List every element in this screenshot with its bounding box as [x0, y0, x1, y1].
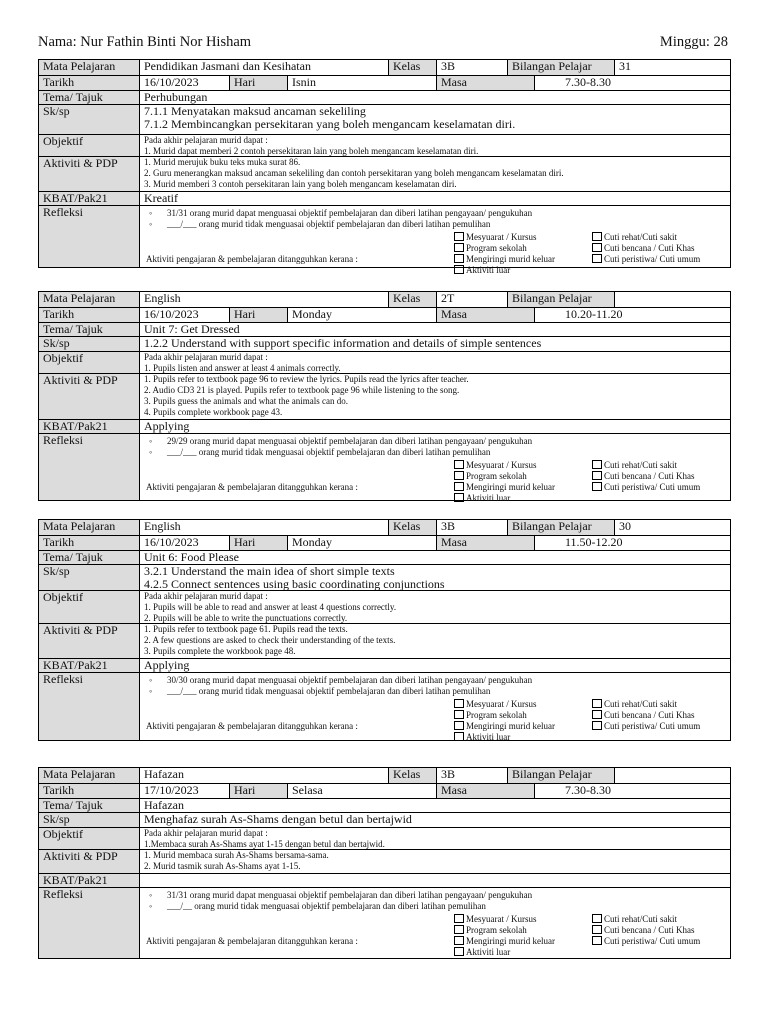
bullet-icon: ◦: [149, 675, 153, 685]
date-row: [39, 75, 730, 90]
checkbox-icon[interactable]: [454, 947, 464, 956]
student-count-label: Bilangan Pelajar: [507, 292, 614, 307]
standard-line: 7.1.1 Menyatakan maksud ancaman sekeliling: [144, 104, 366, 118]
bullet-icon: ◦: [149, 219, 153, 229]
topic-row: [39, 90, 730, 104]
reflection-label: Refleksi: [39, 673, 139, 740]
teacher-name: Nama: Nur Fathin Binti Nor Hisham: [38, 34, 252, 50]
fail-text: ___/__ orang murid tidak menguasai objektif pembelajaran dan diberi latihan pemulihan: [167, 901, 486, 911]
lesson-plan-table: [38, 519, 731, 741]
objective-line: 1. Murid dapat memberi 2 contoh persekitaran lain yang boleh mengancam keselamatan diri.: [144, 146, 479, 156]
postpone-option[interactable]: [454, 721, 555, 732]
fail-line: [146, 447, 724, 458]
postpone-option[interactable]: [592, 471, 694, 482]
date-label: Tarikh: [39, 536, 139, 550]
activity-value: [139, 157, 730, 191]
topic-row: [39, 550, 730, 564]
activity-line: 3. Pupils complete the workbook page 48.: [144, 646, 296, 656]
activity-label: Aktiviti & PDP: [39, 374, 139, 419]
option-label: Cuti peristiwa/ Cuti umum: [604, 721, 701, 731]
checkbox-icon[interactable]: [592, 460, 602, 469]
fail-text: ___/___ orang murid tidak menguasai objektif pembelajaran dan diberi latihan pemulihan: [167, 447, 491, 457]
class-value: 3B: [436, 520, 507, 535]
class-label: Kelas: [388, 768, 436, 783]
topic-label: Tema/ Tajuk: [39, 323, 139, 336]
date-label: Tarikh: [39, 784, 139, 798]
objective-row: [39, 351, 730, 373]
activity-value: [139, 624, 730, 658]
subject-label: Mata Pelajaran: [39, 768, 139, 783]
day-value: Selasa: [287, 784, 436, 798]
subject-label: Mata Pelajaran: [39, 520, 139, 535]
time-label: Masa: [436, 536, 534, 550]
checkbox-icon[interactable]: [454, 232, 464, 241]
postpone-option[interactable]: [592, 699, 677, 710]
checkbox-icon[interactable]: [592, 243, 602, 252]
option-label: Program sekolah: [466, 243, 527, 253]
option-label: Mengiringi murid keluar: [466, 254, 555, 264]
checkbox-icon[interactable]: [592, 925, 602, 934]
kbat-label: KBAT/Pak21: [39, 874, 139, 887]
checkbox-icon[interactable]: [454, 460, 464, 469]
bullet-icon: ◦: [149, 890, 153, 900]
fail-line: [146, 686, 724, 697]
pass-line: [146, 675, 724, 686]
checkbox-icon[interactable]: [454, 936, 464, 945]
postpone-option[interactable]: [454, 936, 555, 947]
topic-label: Tema/ Tajuk: [39, 799, 139, 812]
checkbox-icon[interactable]: [454, 710, 464, 719]
checkbox-icon[interactable]: [592, 471, 602, 480]
postpone-option[interactable]: [454, 254, 555, 265]
option-label: Cuti rehat/Cuti sakit: [604, 699, 677, 709]
bullet-icon: ◦: [149, 208, 153, 218]
postpone-option[interactable]: [592, 914, 677, 925]
standard-label: Sk/sp: [39, 337, 139, 351]
activity-value: [139, 850, 730, 873]
postpone-option[interactable]: [454, 699, 537, 710]
day-label: Hari: [229, 308, 287, 322]
class-value: 2T: [436, 292, 507, 307]
activity-row: [39, 849, 730, 873]
checkbox-icon[interactable]: [592, 710, 602, 719]
checkbox-icon[interactable]: [454, 914, 464, 923]
option-label: Cuti peristiwa/ Cuti umum: [604, 482, 701, 492]
week-number: Minggu: 28: [659, 34, 728, 50]
standard-row: [39, 336, 730, 351]
option-label: Cuti peristiwa/ Cuti umum: [604, 936, 701, 946]
objective-intro: Pada akhir pelajaran murid dapat :: [144, 135, 268, 145]
postpone-option[interactable]: [454, 947, 510, 958]
kbat-row: [39, 658, 730, 672]
reflection-value: [139, 673, 730, 740]
activity-line: 2. Audio CD3 21 is played. Pupils refer to textbook page 96 while listening to the song.: [144, 385, 460, 395]
subject-value: Hafazan: [139, 768, 388, 783]
postpone-option[interactable]: [592, 936, 700, 947]
option-label: Aktiviti luar: [466, 732, 511, 742]
fail-text: ___/___ orang murid tidak menguasai objektif pembelajaran dan diberi latihan pemulihan: [167, 219, 491, 229]
standard-line: 1.2.2 Understand with support specific information and details of simple sentences: [144, 336, 542, 350]
option-label: Aktiviti luar: [466, 947, 511, 957]
objective-label: Objektif: [39, 352, 139, 373]
reflection-value: [139, 434, 730, 503]
date-value: 16/10/2023: [139, 536, 229, 550]
checkbox-icon[interactable]: [454, 721, 464, 730]
objective-value: [139, 352, 730, 373]
objective-label: Objektif: [39, 828, 139, 849]
postpone-option[interactable]: [454, 232, 537, 243]
kbat-label: KBAT/Pak21: [39, 192, 139, 205]
postponed-text: Aktiviti pengajaran & pembelajaran ditangguhkan kerana :: [146, 482, 358, 492]
date-value: 16/10/2023: [139, 308, 229, 322]
activity-label: Aktiviti & PDP: [39, 157, 139, 191]
kbat-row: [39, 191, 730, 205]
option-label: Cuti bencana / Cuti Khas: [604, 243, 695, 253]
time-label: Masa: [436, 308, 534, 322]
option-label: Cuti bencana / Cuti Khas: [604, 471, 695, 481]
objective-row: [39, 590, 730, 623]
fail-line: [146, 901, 724, 912]
postpone-option[interactable]: [454, 243, 527, 254]
standard-value: [139, 565, 730, 590]
class-value: 3B: [436, 60, 507, 75]
standard-value: [139, 105, 730, 134]
page-header: [38, 34, 728, 54]
checkbox-icon[interactable]: [592, 721, 602, 730]
activity-line: 2. A few questions are asked to check their understanding of the texts.: [144, 635, 396, 645]
standard-line: 7.1.2 Membincangkan persekitaran yang boleh mengancam keselamatan diri.: [144, 117, 516, 131]
objective-line: 1. Pupils listen and answer at least 4 animals correctly.: [144, 363, 341, 373]
fail-text: ___/___ orang murid tidak menguasai objektif pembelajaran dan diberi latihan pemulihan: [167, 686, 491, 696]
topic-row: [39, 798, 730, 812]
postpone-option[interactable]: [454, 732, 510, 743]
option-label: Program sekolah: [466, 710, 527, 720]
day-label: Hari: [229, 536, 287, 550]
class-value: 3B: [436, 768, 507, 783]
checkbox-icon[interactable]: [592, 699, 602, 708]
standard-label: Sk/sp: [39, 813, 139, 827]
checkbox-icon[interactable]: [454, 925, 464, 934]
postpone-option[interactable]: [454, 925, 527, 936]
topic-value: Hafazan: [139, 799, 730, 812]
option-label: Cuti bencana / Cuti Khas: [604, 710, 695, 720]
postpone-option[interactable]: [454, 460, 537, 471]
reflection-row: [39, 433, 730, 503]
standard-value: [139, 813, 730, 827]
postpone-option[interactable]: [592, 254, 700, 265]
student-count-label: Bilangan Pelajar: [507, 520, 614, 535]
time-value: 11.50-12.20: [534, 536, 730, 550]
subject-row: [39, 768, 730, 783]
activity-line: 1. Murid merujuk buku teks muka surat 86.: [144, 157, 301, 167]
standard-line: 3.2.1 Understand the main idea of short simple texts: [144, 564, 395, 578]
objective-line: 1.Membaca surah As-Shams ayat 1-15 dengan betul dan bertajwid.: [144, 839, 385, 849]
activity-row: [39, 373, 730, 419]
checkbox-icon[interactable]: [454, 471, 464, 480]
checkbox-icon[interactable]: [454, 493, 464, 502]
reflection-row: [39, 887, 730, 958]
pass-text: 31/31 orang murid dapat menguasai objektif pembelajaran dan diberi latihan pengayaan/ pengukuhan: [167, 890, 533, 900]
lesson-plan-table: [38, 767, 731, 959]
checkbox-icon[interactable]: [592, 482, 602, 491]
subject-value: English: [139, 292, 388, 307]
topic-value: Perhubungan: [139, 91, 730, 104]
pass-text: 31/31 orang murid dapat menguasai objektif pembelajaran dan diberi latihan pengayaan/ pengukuhan: [167, 208, 533, 218]
date-value: 17/10/2023: [139, 784, 229, 798]
postpone-option[interactable]: [454, 914, 537, 925]
date-row: [39, 783, 730, 798]
objective-value: [139, 591, 730, 623]
student-count-value: 30: [614, 520, 730, 535]
lesson-plan-table: [38, 291, 731, 501]
postpone-option[interactable]: [592, 243, 694, 254]
class-label: Kelas: [388, 520, 436, 535]
option-label: Cuti rehat/Cuti sakit: [604, 460, 677, 470]
activity-row: [39, 623, 730, 658]
subject-row: [39, 60, 730, 75]
subject-row: [39, 292, 730, 307]
time-value: 7.30-8.30: [534, 76, 730, 90]
student-count-value: [614, 768, 730, 783]
topic-label: Tema/ Tajuk: [39, 91, 139, 104]
kbat-value: Applying: [139, 420, 730, 433]
day-label: Hari: [229, 784, 287, 798]
checkbox-icon[interactable]: [592, 914, 602, 923]
reflection-label: Refleksi: [39, 888, 139, 958]
checkbox-icon[interactable]: [454, 699, 464, 708]
option-label: Mesyuarat / Kursus: [466, 914, 537, 924]
checkbox-icon[interactable]: [454, 265, 464, 274]
date-label: Tarikh: [39, 76, 139, 90]
postpone-option[interactable]: [592, 460, 677, 471]
subject-value: English: [139, 520, 388, 535]
postpone-option[interactable]: [454, 482, 555, 493]
objective-intro: Pada akhir pelajaran murid dapat :: [144, 828, 268, 838]
postponed-text: Aktiviti pengajaran & pembelajaran ditangguhkan kerana :: [146, 936, 358, 946]
postpone-option[interactable]: [592, 232, 677, 243]
topic-label: Tema/ Tajuk: [39, 551, 139, 564]
kbat-label: KBAT/Pak21: [39, 659, 139, 672]
reflection-label: Refleksi: [39, 434, 139, 500]
postpone-option[interactable]: [454, 710, 527, 721]
day-label: Hari: [229, 76, 287, 90]
subject-label: Mata Pelajaran: [39, 292, 139, 307]
postpone-option[interactable]: [592, 482, 700, 493]
pass-line: [146, 890, 724, 901]
option-label: Program sekolah: [466, 471, 527, 481]
objective-value: [139, 135, 730, 156]
checkbox-icon[interactable]: [592, 936, 602, 945]
activity-line: 1. Pupils refer to textbook page 96 to review the lyrics. Pupils read the lyrics after teacher.: [144, 374, 469, 384]
fail-line: [146, 219, 724, 230]
student-count-value: [614, 292, 730, 307]
checkbox-icon[interactable]: [454, 732, 464, 741]
topic-value: Unit 6: Food Please: [139, 551, 730, 564]
activity-line: 2. Murid tasmik surah As-Shams ayat 1-15.: [144, 861, 301, 871]
activity-line: 1. Murid membaca surah As-Shams bersama-sama.: [144, 850, 329, 860]
student-count-value: 31: [614, 60, 730, 75]
postpone-option[interactable]: [592, 721, 700, 732]
reflection-value: [139, 888, 730, 958]
objective-line: 1. Pupils will be able to read and answer at least 4 questions correctly.: [144, 602, 397, 612]
day-value: Monday: [287, 308, 436, 322]
option-label: Cuti peristiwa/ Cuti umum: [604, 254, 701, 264]
objective-intro: Pada akhir pelajaran murid dapat :: [144, 591, 268, 601]
checkbox-icon[interactable]: [454, 482, 464, 491]
reflection-row: [39, 672, 730, 740]
kbat-value: Kreatif: [139, 192, 730, 205]
option-label: Aktiviti luar: [466, 265, 511, 275]
standard-row: [39, 812, 730, 827]
standard-label: Sk/sp: [39, 105, 139, 134]
kbat-value: [139, 874, 730, 887]
standard-line: 4.2.5 Connect sentences using basic coordinating conjunctions: [144, 577, 445, 591]
pass-line: [146, 436, 724, 447]
option-label: Aktiviti luar: [466, 493, 511, 503]
activity-line: 1. Pupils refer to textbook page 61. Pupils read the texts.: [144, 624, 348, 634]
postpone-option[interactable]: [592, 710, 694, 721]
topic-row: [39, 322, 730, 336]
date-value: 16/10/2023: [139, 76, 229, 90]
bullet-icon: ◦: [149, 436, 153, 446]
day-value: Isnin: [287, 76, 436, 90]
standard-row: [39, 104, 730, 134]
option-label: Mesyuarat / Kursus: [466, 232, 537, 242]
objective-value: [139, 828, 730, 849]
checkbox-icon[interactable]: [592, 232, 602, 241]
checkbox-icon[interactable]: [454, 254, 464, 263]
subject-label: Mata Pelajaran: [39, 60, 139, 75]
student-count-label: Bilangan Pelajar: [507, 60, 614, 75]
option-label: Cuti rehat/Cuti sakit: [604, 914, 677, 924]
option-label: Cuti rehat/Cuti sakit: [604, 232, 677, 242]
class-label: Kelas: [388, 292, 436, 307]
objective-line: 2. Pupils will be able to write the punctuations correctly.: [144, 613, 348, 623]
kbat-row: [39, 873, 730, 887]
reflection-value: [139, 206, 730, 275]
bullet-icon: ◦: [149, 447, 153, 457]
time-label: Masa: [436, 76, 534, 90]
option-label: Mesyuarat / Kursus: [466, 699, 537, 709]
checkbox-icon[interactable]: [592, 254, 602, 263]
activity-line: 4. Pupils complete workbook page 43.: [144, 407, 283, 417]
postpone-option[interactable]: [592, 925, 694, 936]
postponed-text: Aktiviti pengajaran & pembelajaran ditangguhkan kerana :: [146, 721, 358, 731]
activity-row: [39, 156, 730, 191]
bullet-icon: ◦: [149, 686, 153, 696]
pass-text: 29/29 orang murid dapat menguasai objektif pembelajaran dan diberi latihan pengayaan/ pengukuhan: [167, 436, 533, 446]
kbat-value: Applying: [139, 659, 730, 672]
pass-line: [146, 208, 724, 219]
option-label: Mesyuarat / Kursus: [466, 460, 537, 470]
postpone-option[interactable]: [454, 265, 510, 276]
activity-label: Aktiviti & PDP: [39, 624, 139, 658]
activity-value: [139, 374, 730, 419]
kbat-row: [39, 419, 730, 433]
day-value: Monday: [287, 536, 436, 550]
student-count-label: Bilangan Pelajar: [507, 768, 614, 783]
reflection-label: Refleksi: [39, 206, 139, 267]
objective-label: Objektif: [39, 591, 139, 623]
activity-line: 3. Murid memberi 3 contoh persekitaran lain yang boleh mengancam keselamatan diri.: [144, 179, 457, 189]
objective-intro: Pada akhir pelajaran murid dapat :: [144, 352, 268, 362]
standard-row: [39, 564, 730, 590]
date-row: [39, 307, 730, 322]
standard-line: Menghafaz surah As-Shams dengan betul dan bertajwid: [144, 812, 412, 826]
option-label: Cuti bencana / Cuti Khas: [604, 925, 695, 935]
pass-text: 30/30 orang murid dapat menguasai objektif pembelajaran dan diberi latihan pengayaan/ pengukuhan: [167, 675, 533, 685]
activity-line: 3. Pupils guess the animals and what the animals can do.: [144, 396, 348, 406]
date-row: [39, 535, 730, 550]
standard-label: Sk/sp: [39, 565, 139, 590]
postpone-option[interactable]: [454, 493, 510, 504]
topic-value: Unit 7: Get Dressed: [139, 323, 730, 336]
objective-label: Objektif: [39, 135, 139, 156]
subject-value: Pendidikan Jasmani dan Kesihatan: [139, 60, 388, 75]
lesson-plan-table: [38, 59, 731, 275]
activity-line: 2. Guru menerangkan maksud ancaman sekeliling dan contoh persekitaran yang boleh mengancam keselamatan diri.: [144, 168, 564, 178]
postponed-text: Aktiviti pengajaran & pembelajaran ditangguhkan kerana :: [146, 254, 358, 264]
subject-row: [39, 520, 730, 535]
class-label: Kelas: [388, 60, 436, 75]
activity-label: Aktiviti & PDP: [39, 850, 139, 873]
kbat-label: KBAT/Pak21: [39, 420, 139, 433]
postpone-option[interactable]: [454, 471, 527, 482]
checkbox-icon[interactable]: [454, 243, 464, 252]
time-label: Masa: [436, 784, 534, 798]
option-label: Mengiringi murid keluar: [466, 482, 555, 492]
option-label: Mengiringi murid keluar: [466, 721, 555, 731]
time-value: 10.20-11.20: [534, 308, 730, 322]
option-label: Program sekolah: [466, 925, 527, 935]
option-label: Mengiringi murid keluar: [466, 936, 555, 946]
bullet-icon: ◦: [149, 901, 153, 911]
reflection-row: [39, 205, 730, 275]
objective-row: [39, 827, 730, 849]
time-value: 7.30-8.30: [534, 784, 730, 798]
date-label: Tarikh: [39, 308, 139, 322]
objective-row: [39, 134, 730, 156]
standard-value: [139, 337, 730, 351]
